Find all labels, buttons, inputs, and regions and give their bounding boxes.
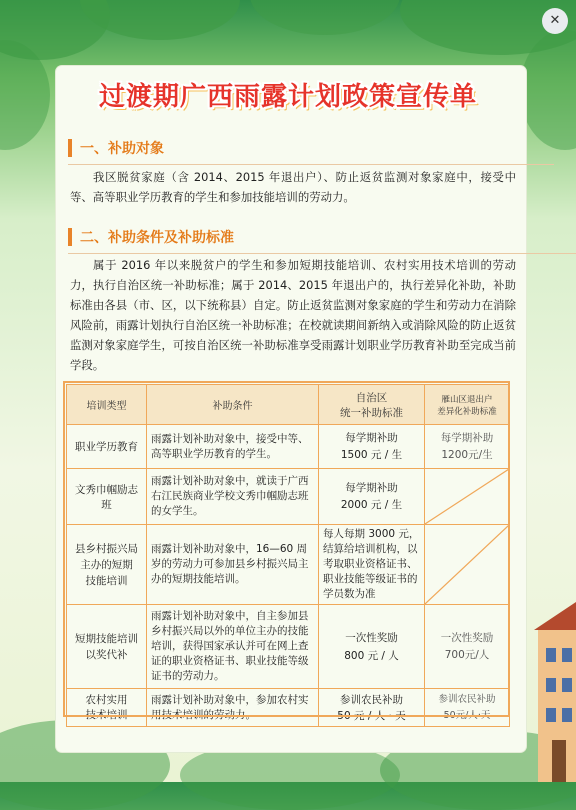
page-title: 过渡期广西雨露计划政策宣传单 xyxy=(98,82,477,112)
cell-type: 文秀巾帼励志班 xyxy=(67,469,147,525)
diagonal-line xyxy=(425,469,509,524)
cell-diff-standard: 参训农民补助 50元/人·天 xyxy=(425,689,510,727)
cell-empty-diagonal xyxy=(425,525,510,605)
cell-type: 县乡村振兴局 主办的短期 技能培训 xyxy=(67,525,147,605)
cell-standard: 每学期补助 2000 元 / 生 xyxy=(319,469,425,525)
cell-diff-standard: 一次性奖励 700元/人 xyxy=(425,605,510,689)
section-1-heading-text: 一、补助对象 xyxy=(80,141,164,157)
building-illustration xyxy=(530,600,576,782)
cell-standard: 每学期补助 1500 元 / 生 xyxy=(319,425,425,469)
cell-standard: 每人每期 3000 元，结算给培训机构，以考取职业资格证书、职业技能等级证书的学员数为准 xyxy=(319,525,425,605)
heading-divider xyxy=(68,253,576,254)
cell-type: 职业学历教育 xyxy=(67,425,147,469)
cell-condition: 雨露计划补助对象中，16—60 周岁的劳动力可参加县乡村振兴局主办的短期技能培训。 xyxy=(147,525,319,605)
cell-condition: 雨露计划补助对象中，就读于广西右江民族商业学校文秀巾帼励志班的女学生。 xyxy=(147,469,319,525)
table-header-row xyxy=(67,385,510,425)
section-2-text: 属于 2016 年以来脱贫户的学生和参加短期技能培训、农村实用技术培训的劳动力，执行自治区统一补助标准；属于 2014、2015 年退出户的，执行差异化补助，补助标准由各县（市、区，以下统称县）自定。防止返贫监测对象家庭的学生和劳动力在消除风险前，雨露计划执行自治区统一补助标准；在校就读期间新纳入或消除风险的防止返贫监测对象家庭学生，可按自治区统一补助标准享受雨露计划职业学历教育补助至完成当前学段。 xyxy=(70,258,516,372)
close-icon[interactable]: ✕ xyxy=(542,8,568,34)
subsidy-table xyxy=(66,384,510,727)
cell-type: 农村实用 技术培训 xyxy=(67,689,147,727)
section-2-heading-text: 二、补助条件及补助标准 xyxy=(80,230,234,246)
section-1-text: 我区脱贫家庭（含 2014、2015 年退出户）、防止返贫监测对象家庭中，接受中等、高等职业学历教育的学生和参加技能培训的劳动力。 xyxy=(70,170,516,204)
cell-type: 短期技能培训 以奖代补 xyxy=(67,605,147,689)
cell-standard: 一次性奖励 800 元 / 人 xyxy=(319,605,425,689)
cell-condition: 雨露计划补助对象中，接受中等、高等职业学历教育的学生。 xyxy=(147,425,319,469)
cell-empty-diagonal xyxy=(425,469,510,525)
heading-accent-bar xyxy=(68,139,72,157)
table-row xyxy=(67,525,510,605)
cell-condition: 雨露计划补助对象中，参加农村实用技术培训的劳动力。 xyxy=(147,689,319,727)
header-cell: 自治区 统一补助标准 xyxy=(319,385,425,425)
cell-condition: 雨露计划补助对象中，自主参加县乡村振兴局以外的单位主办的技能培训，获得国家承认并可在网上查证的职业资格证书、职业技能等级证书的劳动力。 xyxy=(147,605,319,689)
header-cell: 雁山区退出户 差异化补助标准 xyxy=(425,385,510,425)
header-cell: 培训类型 xyxy=(67,385,147,425)
header-cell: 补助条件 xyxy=(147,385,319,425)
cell-standard: 参训农民补助 50 元 / 人 · 天 xyxy=(319,689,425,727)
section-1-heading xyxy=(68,137,164,159)
cell-diff-standard: 每学期补助 1200元/生 xyxy=(425,425,510,469)
table-row xyxy=(67,605,510,689)
diagonal-line xyxy=(425,525,509,604)
section-2-heading xyxy=(68,226,234,248)
table-row xyxy=(67,425,510,469)
heading-accent-bar xyxy=(68,228,72,246)
table-row xyxy=(67,689,510,727)
heading-divider xyxy=(68,164,554,165)
table-row xyxy=(67,469,510,525)
